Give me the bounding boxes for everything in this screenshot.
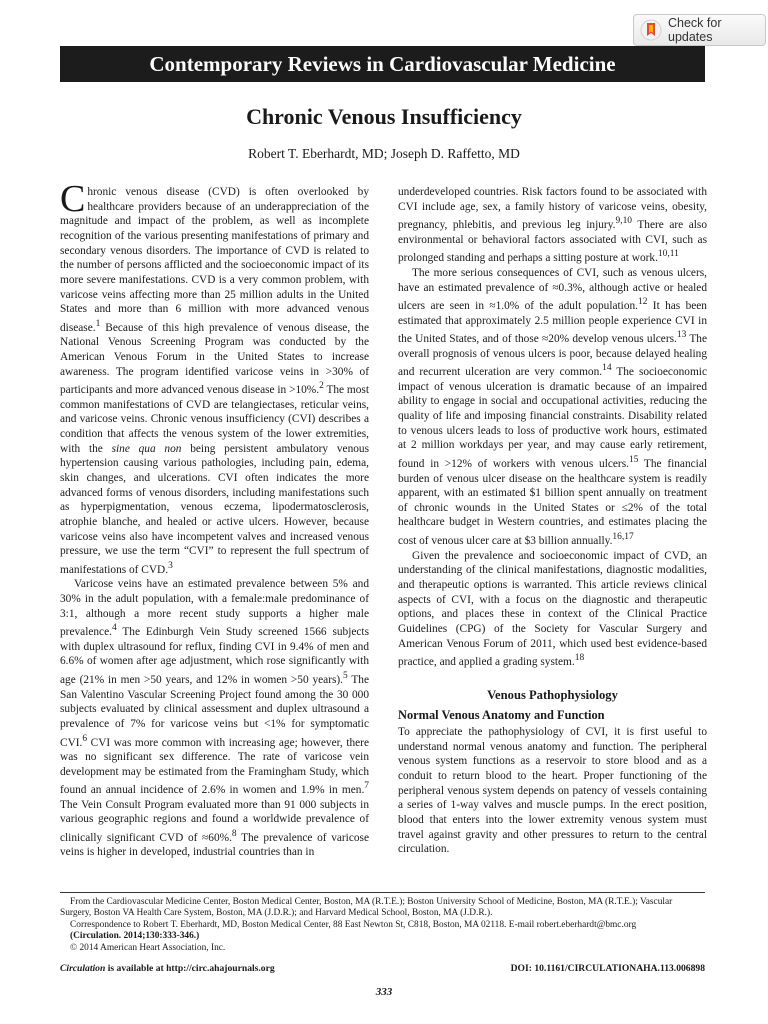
footnote-divider bbox=[60, 892, 705, 893]
text-run: underdeveloped countries. Risk factors found to be associated with CVI include age, sex, a family history of varicose veins, obesity, pregnancy, phlebitis, and previous leg injury. bbox=[398, 186, 707, 232]
bookmark-update-icon bbox=[640, 19, 662, 41]
prevalence-paragraph bbox=[60, 577, 369, 860]
journal-section-banner: Contemporary Reviews in Cardiovascular Medicine bbox=[60, 46, 705, 82]
text-run: The overall prognosis of venous ulcers is poor, because delayed healing and recurrent ulceration are very common. bbox=[398, 333, 707, 379]
reference-link[interactable]: 18 bbox=[574, 653, 585, 664]
reference-link[interactable]: 6 bbox=[82, 733, 88, 744]
reference-link[interactable]: 10,11 bbox=[657, 249, 679, 260]
text-run: hronic venous disease (CVD) is often overlooked by healthcare providers because of an underappreciation of the magnitude and impact of the problem, as well as incomplete recognition of the various presenting manifestations of primary and secondary venous disorders. The importance of CVD is related to the number of persons afflicted and the socioeconomic impact of its more severe manifestations. CVD is a very common problem, with varicose veins affecting more than 25 million adults in the United States and more than 6 million with more advanced venous disease. bbox=[60, 186, 369, 334]
reference-link[interactable]: 14 bbox=[602, 363, 612, 374]
reference-link[interactable]: 4 bbox=[111, 623, 117, 634]
copyright-note: © 2014 American Heart Association, Inc. bbox=[70, 942, 226, 953]
text-run: being persistent ambulatory venous hypertension causing various pathologies, including pain, edema, skin changes, and ulcerations. CVI often indicates the more advanced forms of venous disorders, including manifestations such as hyperpigmentation, venous eczema, lipodermatosclerosis, atrophie blanche, and healed or active ulcers. However, because varicose veins also have incompetent valves and increased venous pressure, we use the term “CVI” to represent the full spectrum of manifestations of CVD. bbox=[60, 442, 369, 576]
reference-link[interactable]: 9,10 bbox=[615, 216, 632, 227]
risk-factors-paragraph bbox=[398, 185, 707, 266]
reference-link[interactable]: 5 bbox=[343, 671, 348, 682]
reference-link[interactable]: 16,17 bbox=[612, 532, 634, 543]
drop-cap: C bbox=[60, 178, 86, 220]
text-run: There are also environmental or behavioral factors associated with CVI, such as prolonged standing and perhaps a sitting posture at work. bbox=[398, 219, 707, 265]
text-run: It has been estimated that approximately 2.5 million people experience CVI in the United States, and of those ≈20% develop venous ulcers. bbox=[398, 299, 707, 346]
check-for-updates-button[interactable] bbox=[633, 14, 766, 46]
consequences-paragraph bbox=[398, 266, 707, 549]
text-run: The San Valentino Vascular Screening Project found among the 30 000 subjects evaluated by clinical assessment and duplex ultrasound a prevalence of 7% for varicose veins but <1% for symptomatic CVI. bbox=[60, 673, 369, 749]
subsection-heading: Normal Venous Anatomy and Function bbox=[398, 708, 605, 723]
footnotes bbox=[60, 897, 705, 954]
text-run: The Edinburgh Vein Study screened 1566 subjects with duplex ultrasound for reflux, finding CVI in 9.4% of men and 6.6% of women after age adjustment, which rose significantly with age (21% in men >50 years, and 12% in women >50 years). bbox=[60, 626, 369, 686]
check-for-updates-label: Check for updates bbox=[668, 16, 722, 44]
journal-availability bbox=[60, 963, 275, 974]
article-authors: Robert T. Eberhardt, MD; Joseph D. Raffetto, MD bbox=[248, 146, 520, 161]
left-column bbox=[60, 178, 369, 860]
text-run: The Vein Consult Program evaluated more than 91 000 subjects in various geographic regions and found a worldwide prevalence of clinically significant CVD of ≈60%. bbox=[60, 798, 369, 844]
reference-link[interactable]: 7 bbox=[364, 781, 369, 792]
text-run: The financial burden of venous ulcer disease on the healthcare system is readily apparent, with an estimated $1 billion spent annually on treatment of chronic wounds in the United States or ≤2% of the total healthcare budget in Western countries, and estimates placing the cost of venous ulcer care at $3 billion annually. bbox=[398, 457, 708, 547]
text-run: The more serious consequences of CVI, such as venous ulcers, have an estimated prevalence of ≈0.3%, although active or healed ulcers are seen in ≈1.0% of the adult population. bbox=[398, 266, 707, 312]
text-run: Because of this high prevalence of venous disease, the National Venous Screening Program was conducted by the American Venous Forum in the United States to increase awareness. The program identified varicose veins in >30% of participants and more advanced venous disease in >10%. bbox=[60, 321, 369, 397]
text-run: The most common manifestations of CVD are telangiectases, reticular veins, and varicose veins. Chronic venous insufficiency (CVI) describes a condition that affects the venous system of the lower extremities, with the bbox=[60, 384, 369, 455]
section-heading: Venous Pathophysiology bbox=[487, 687, 618, 702]
text-run: Varicose veins have an estimated prevalence between 5% and 30% in the adult population, with a female:male predominance of 3:1, although a more recent study supports a higher male prevalence. bbox=[60, 578, 369, 639]
reference-link[interactable]: 2 bbox=[319, 381, 324, 392]
article-title: Chronic Venous Insufficiency bbox=[246, 104, 522, 129]
doi-link[interactable]: DOI: 10.1161/CIRCULATIONAHA.113.006898 bbox=[510, 963, 705, 974]
anatomy-paragraph: To appreciate the pathophysiology of CVI, it is first useful to understand normal venous anatomy and function. The peripheral venous system functions as a reservoir to store blood and as a conduit to return blood to the heart. Proper functioning of the peripheral venous system depends on patency of vessels containing a series of 1-way valves and muscle pumps. In the erect position, blood that enters into the lower extremity venous system must travel against gravity and other pressures to return to the central circulation. bbox=[398, 725, 707, 856]
journal-name: Circulation bbox=[60, 963, 106, 974]
affiliation-note: From the Cardiovascular Medicine Center, Boston Medical Center, Boston, MA (R.T.E.); Boston University School of Medicine, Boston, MA (R.T.E.); Vascular Surgery, Boston VA Health Care System, Boston, MA (J.D.R.); and Harvard Medical School, Boston, MA (J.D.R.). bbox=[60, 897, 673, 919]
right-column bbox=[398, 185, 707, 857]
citation-note: (Circulation. 2014;130:333-346.) bbox=[70, 931, 200, 942]
reference-link[interactable]: 13 bbox=[676, 330, 687, 341]
text-run: Given the prevalence and socioeconomic impact of CVD, an understanding of the clinical manifestations, diagnostic modalities, and therapeutic options is warranted. This article reviews clinical aspects of CVI, with a focus on the diagnostic and therapeutic options, and places these in context of the Clinical Practice Guidelines (CPG) of the Society for Vascular Surgery and American Venous Forum of 2011, which used best evidence-based practice, and applied a grading system. bbox=[398, 549, 707, 668]
text-run: The socioeconomic impact of venous ulceration is dramatic because of an impaired ability to engage in social and occupational activities, reducing the quality of life and imposing financial constraints. Disability related to venous ulcers leads to loss of productive work hours, estimated at 2 million workdays per year, and may cause early retirement, found in >12% of workers with venous ulcers. bbox=[398, 366, 707, 470]
italic-term: sine qua non bbox=[111, 442, 182, 455]
reference-link[interactable]: 8 bbox=[231, 829, 237, 840]
reference-link[interactable]: 12 bbox=[638, 297, 648, 308]
page-number: 333 bbox=[375, 986, 393, 998]
article-scope-paragraph bbox=[398, 549, 707, 670]
reference-link[interactable]: 15 bbox=[628, 455, 639, 466]
correspondence-note: Correspondence to Robert T. Eberhardt, MD, Boston Medical Center, 88 East Newton St, C818, Boston, MA 02118. E-mail robert.eberhardt@bmc.org bbox=[70, 919, 637, 930]
intro-paragraph bbox=[60, 178, 369, 577]
reference-link[interactable]: 3 bbox=[168, 560, 173, 571]
text-run: CVI was more common with increasing age; however, there was no significant sex difference. The rate of varicose vein development may be estimated from the Framingham Study, which found an annual incidence of 2.6% in women and 1.9% in men. bbox=[60, 736, 369, 797]
journal-url-text[interactable]: is available at http://circ.ahajournals.org bbox=[105, 963, 275, 974]
text-run: The prevalence of varicose veins is higher in developed, industrial countries than in bbox=[60, 831, 369, 859]
reference-link[interactable]: 1 bbox=[95, 318, 101, 329]
